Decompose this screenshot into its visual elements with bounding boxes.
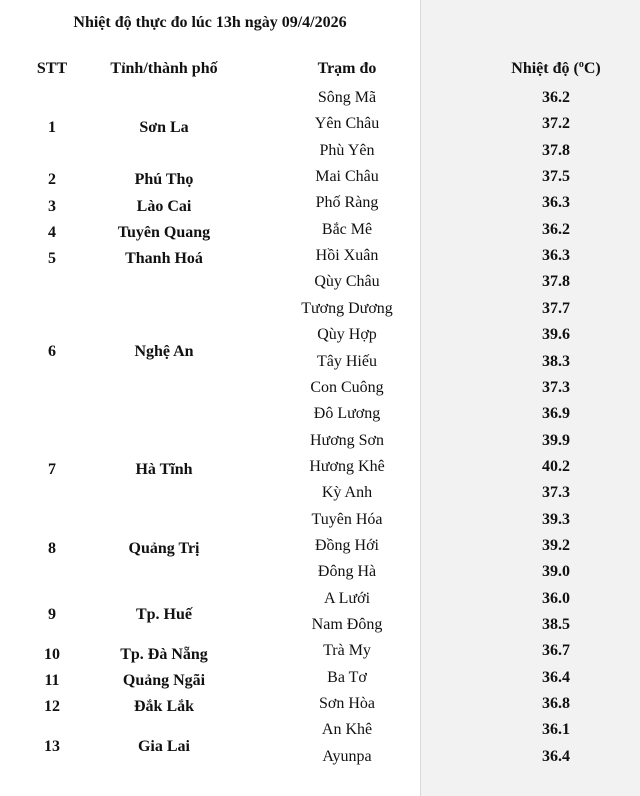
row-station: Ayunpa: [322, 747, 372, 765]
row-province: Hà Tĩnh: [135, 461, 193, 479]
row-province: Gia Lai: [137, 737, 190, 755]
row-temperature: 40.2: [542, 457, 570, 475]
row-province: Thanh Hoá: [125, 250, 203, 268]
row-stt: 5: [48, 250, 56, 268]
row-station: Mai Châu: [315, 168, 379, 186]
row-station: Hồi Xuân: [315, 247, 379, 265]
header-temp-prefix: Nhiệt độ (: [511, 60, 579, 77]
row-station: Phố Ràng: [315, 194, 379, 212]
row-temperature: 36.4: [542, 747, 570, 765]
row-temperature: 37.2: [542, 115, 570, 133]
header-temp-suffix: C): [583, 60, 601, 77]
row-temperature: 36.1: [542, 721, 570, 739]
row-province: Nghệ An: [134, 342, 194, 360]
row-province: Đắk Lắk: [133, 698, 195, 716]
row-stt: 12: [44, 698, 60, 716]
row-temperature: 37.5: [542, 168, 570, 186]
header-station: Trạm đo: [317, 60, 377, 77]
row-station: Đông Hà: [317, 563, 377, 581]
row-temperature: 36.0: [542, 589, 570, 607]
row-temperature: 36.4: [542, 668, 570, 686]
row-province: Tuyên Quang: [117, 223, 211, 241]
row-province: Tp. Huế: [135, 606, 192, 623]
row-province: Quảng Ngãi: [122, 671, 206, 689]
row-temperature: 37.3: [542, 378, 570, 396]
row-station: Sơn Hòa: [318, 695, 375, 713]
row-temperature: 36.3: [542, 194, 570, 212]
row-temperature: 36.2: [542, 89, 570, 106]
row-temperature: 36.7: [542, 642, 570, 660]
row-temperature: 36.2: [542, 220, 570, 238]
row-station: Trà My: [323, 642, 371, 660]
row-station: Bắc Mê: [321, 220, 373, 238]
header-temp-degree: o: [578, 59, 584, 70]
row-temperature: 38.5: [542, 616, 570, 633]
row-stt: 7: [48, 461, 56, 479]
row-station: Con Cuông: [310, 378, 384, 396]
row-station: An Khê: [321, 721, 373, 739]
row-stt: 11: [44, 671, 60, 689]
row-temperature: 36.9: [542, 405, 570, 423]
row-station: Nam Đông: [311, 616, 383, 633]
row-stt: 10: [44, 645, 60, 663]
row-temperature: 39.9: [542, 431, 570, 449]
row-stt: 2: [48, 171, 56, 189]
row-stt: 3: [48, 197, 56, 215]
page-title: Nhiệt độ thực đo lúc 13h ngày 09/4/2026: [73, 14, 347, 31]
row-stt: 9: [48, 606, 56, 623]
row-stt: 8: [48, 540, 56, 558]
row-temperature: 39.2: [542, 536, 570, 554]
row-station: Tương Dương: [301, 299, 393, 317]
row-station: Đô Lương: [313, 405, 381, 423]
header-province: Tỉnh/thành phố: [110, 60, 218, 77]
row-station: Tây Hiếu: [317, 352, 377, 370]
row-province: Lào Cai: [136, 197, 192, 215]
row-stt: 6: [48, 342, 56, 360]
row-temperature: 37.8: [542, 141, 570, 159]
row-temperature: 37.7: [542, 299, 570, 317]
row-temperature: 39.0: [542, 563, 570, 581]
row-station: A Lưới: [323, 589, 371, 607]
row-station: Đồng Hới: [314, 536, 379, 554]
row-station: Tuyên Hóa: [311, 510, 383, 528]
row-station: Phù Yên: [319, 141, 375, 159]
row-province: Sơn La: [139, 118, 189, 136]
row-temperature: 37.3: [542, 484, 570, 502]
row-stt: 4: [48, 223, 56, 241]
row-station: Qùy Hợp: [317, 326, 377, 344]
row-station: Yên Châu: [314, 115, 380, 133]
row-station: Qùy Châu: [314, 273, 380, 291]
row-station: Sông Mã: [317, 89, 377, 106]
row-temperature: 36.8: [542, 695, 570, 713]
header-stt: STT: [36, 60, 68, 77]
row-station: Ba Tơ: [327, 668, 367, 686]
row-station: Hương Khê: [309, 457, 385, 475]
row-temperature: 38.3: [542, 352, 570, 370]
row-temperature: 39.6: [542, 326, 570, 344]
row-temperature: 37.8: [542, 273, 570, 291]
row-station: Hương Sơn: [309, 431, 385, 449]
header-temperature: [492, 60, 620, 78]
row-stt: 13: [44, 737, 60, 755]
row-province: Tp. Đà Nẵng: [120, 645, 208, 663]
row-province: Phú Thọ: [134, 171, 194, 189]
row-temperature: 39.3: [542, 510, 570, 528]
row-temperature: 36.3: [542, 247, 570, 265]
row-stt: 1: [48, 118, 56, 136]
row-province: Quảng Trị: [128, 540, 200, 558]
row-station: Kỳ Anh: [321, 484, 373, 502]
